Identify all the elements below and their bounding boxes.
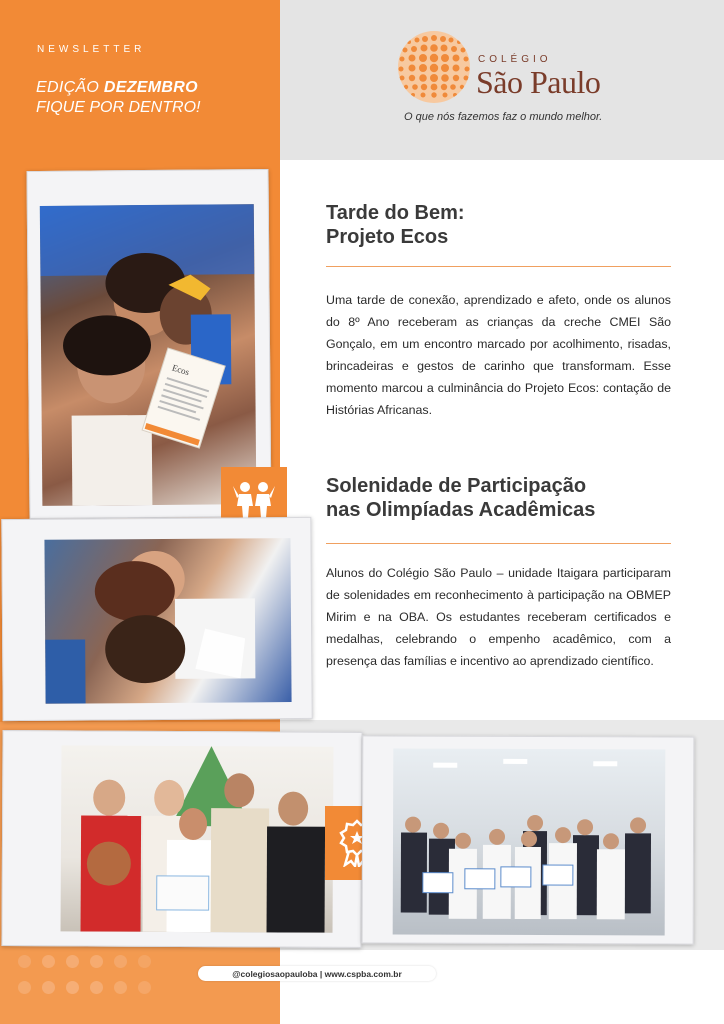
newsletter-label: NEWSLETTER	[37, 44, 146, 55]
photo-hug-illustration	[44, 538, 291, 704]
section1-title-line2: Projeto Ecos	[326, 226, 449, 248]
edition-prefix: EDIÇÃO	[36, 79, 100, 96]
section2-title	[326, 474, 595, 522]
photo-projeto-ecos-illustration	[40, 204, 257, 506]
photo-certificate-family-image	[61, 745, 334, 932]
logo-tagline: O que nós fazemos faz o mundo melhor.	[404, 111, 603, 123]
section2-divider	[326, 543, 671, 544]
photo-group-certificates-image	[393, 749, 666, 936]
section1-divider	[326, 266, 671, 267]
section2-title-line2: nas Olimpíadas Acadêmicas	[326, 499, 596, 521]
footer-social[interactable]: @colegiosaopauloba | www.cspba.com.br	[198, 966, 436, 981]
photo-group-certificates	[362, 735, 695, 944]
edition-subtitle: FIQUE POR DENTRO!	[36, 99, 201, 116]
logo-small-text: COLÉGIO	[478, 54, 552, 65]
photo-certificate-family-illustration	[61, 745, 334, 932]
children-icon	[231, 480, 277, 520]
section1-title-line1: Tarde do Bem:	[326, 202, 465, 224]
edition-month: DEZEMBRO	[103, 79, 198, 96]
photo-hug	[1, 517, 312, 721]
section2-body: Alunos do Colégio São Paulo – unidade Itaigara participaram de solenidades em reconhecimento à participação na OBMEP Mirim e na OBA. Os estudantes receberam certificados e medalhas, celebrando o empenho acadêmico, com a presença das famílias e incentivo ao aprendizado científico.	[326, 566, 671, 668]
logo-big-text: São Paulo	[476, 64, 601, 100]
photo-certificate-family	[1, 730, 362, 948]
decorative-dots	[18, 955, 168, 1015]
section1-body: Uma tarde de conexão, aprendizado e afeto, onde os alunos do 8º Ano receberam as crianças da creche CMEI São Gonçalo, em um encontro marcado por acolhimento, risadas, brincadeiras e gestos de carinho que transformam. Esse momento marcou a culminância do Projeto Ecos: contação de Histórias Africanas.	[326, 293, 671, 417]
photo-hug-image	[44, 538, 291, 704]
photo-projeto-ecos-image	[40, 204, 257, 506]
edition-line	[36, 79, 198, 97]
logo-globe-icon	[397, 30, 471, 104]
section2-title-line1: Solenidade de Participação	[326, 475, 587, 497]
section1-title	[326, 201, 465, 249]
ecos-paper-text: Ecos	[170, 362, 191, 378]
photo-group-certificates-illustration	[393, 749, 666, 936]
